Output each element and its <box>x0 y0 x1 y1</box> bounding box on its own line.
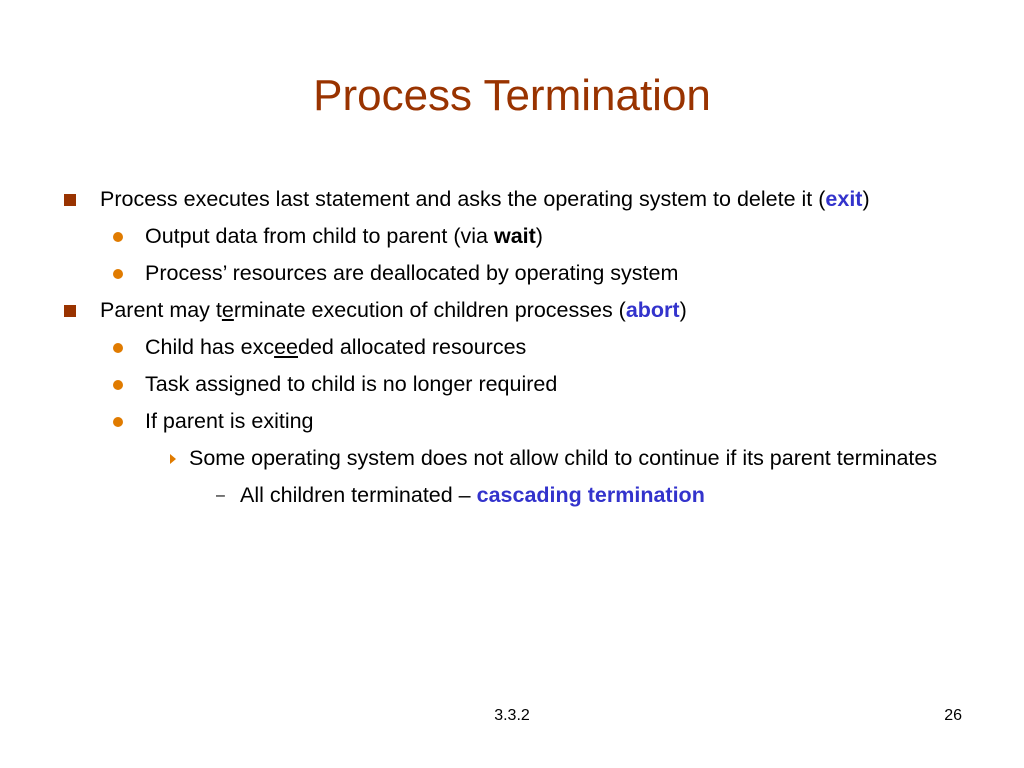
bullet-text-part: ded allocated resources <box>298 335 527 359</box>
bullet-child-exceeded <box>0 332 1024 363</box>
round-bullet-icon <box>113 258 123 289</box>
keyword-wait: wait <box>493 224 536 248</box>
square-bullet-icon <box>64 295 76 326</box>
bullet-output-data <box>0 221 1024 252</box>
bullet-text <box>145 332 960 363</box>
bullet-text: Task assigned to child is no longer required <box>145 372 558 396</box>
round-bullet-icon <box>113 369 123 400</box>
underlined-text: ee <box>274 335 298 359</box>
square-bullet-icon <box>64 184 76 215</box>
bullet-text-part: ) <box>679 298 687 322</box>
footer-page-number: 26 <box>944 707 962 724</box>
bullet-parent-terminate <box>0 295 1024 326</box>
bullet-text-part: ) <box>535 224 543 248</box>
underlined-text: e <box>221 298 234 322</box>
bullet-text-part: Child has exc <box>145 335 275 359</box>
bullet-text <box>145 221 960 252</box>
bullet-text-part: All children terminated – <box>240 483 477 507</box>
round-bullet-icon <box>113 332 123 363</box>
bullet-text: Process’ resources are deallocated by operating system <box>145 261 679 285</box>
bullet-cascading-termination <box>0 480 1024 511</box>
bullet-text-part: Parent may t <box>100 298 222 322</box>
bullet-text: Some operating system does not allow child to continue if its parent terminates <box>189 446 938 470</box>
keyword-abort: abort <box>625 298 680 322</box>
bullet-text-part: ) <box>862 187 870 211</box>
bullet-text <box>240 480 960 511</box>
bullet-text <box>100 295 960 326</box>
bullet-task-not-required <box>0 369 1024 400</box>
bullet-text <box>100 184 960 215</box>
bullet-process-executes <box>0 184 1024 215</box>
bullet-text-part: Process executes last statement and asks the operating system to delete it ( <box>100 187 826 211</box>
footer-section-number: 3.3.2 <box>494 707 530 724</box>
slide-content <box>0 184 1024 511</box>
keyword-exit: exit <box>825 187 863 211</box>
bullet-resources-deallocated <box>0 258 1024 289</box>
dash-bullet-icon: – <box>216 487 225 504</box>
bullet-text-part: Output data from child to parent (via <box>145 224 494 248</box>
bullet-os-not-allow <box>0 443 1024 474</box>
triangle-bullet-icon <box>170 443 176 474</box>
bullet-parent-exiting <box>0 406 1024 437</box>
slide-title: Process Termination <box>313 71 711 120</box>
bullet-text-part: rminate execution of children processes ( <box>233 298 626 322</box>
keyword-cascading-termination: cascading termination <box>476 483 705 507</box>
round-bullet-icon <box>113 221 123 252</box>
bullet-text: If parent is exiting <box>145 409 314 433</box>
round-bullet-icon <box>113 406 123 437</box>
